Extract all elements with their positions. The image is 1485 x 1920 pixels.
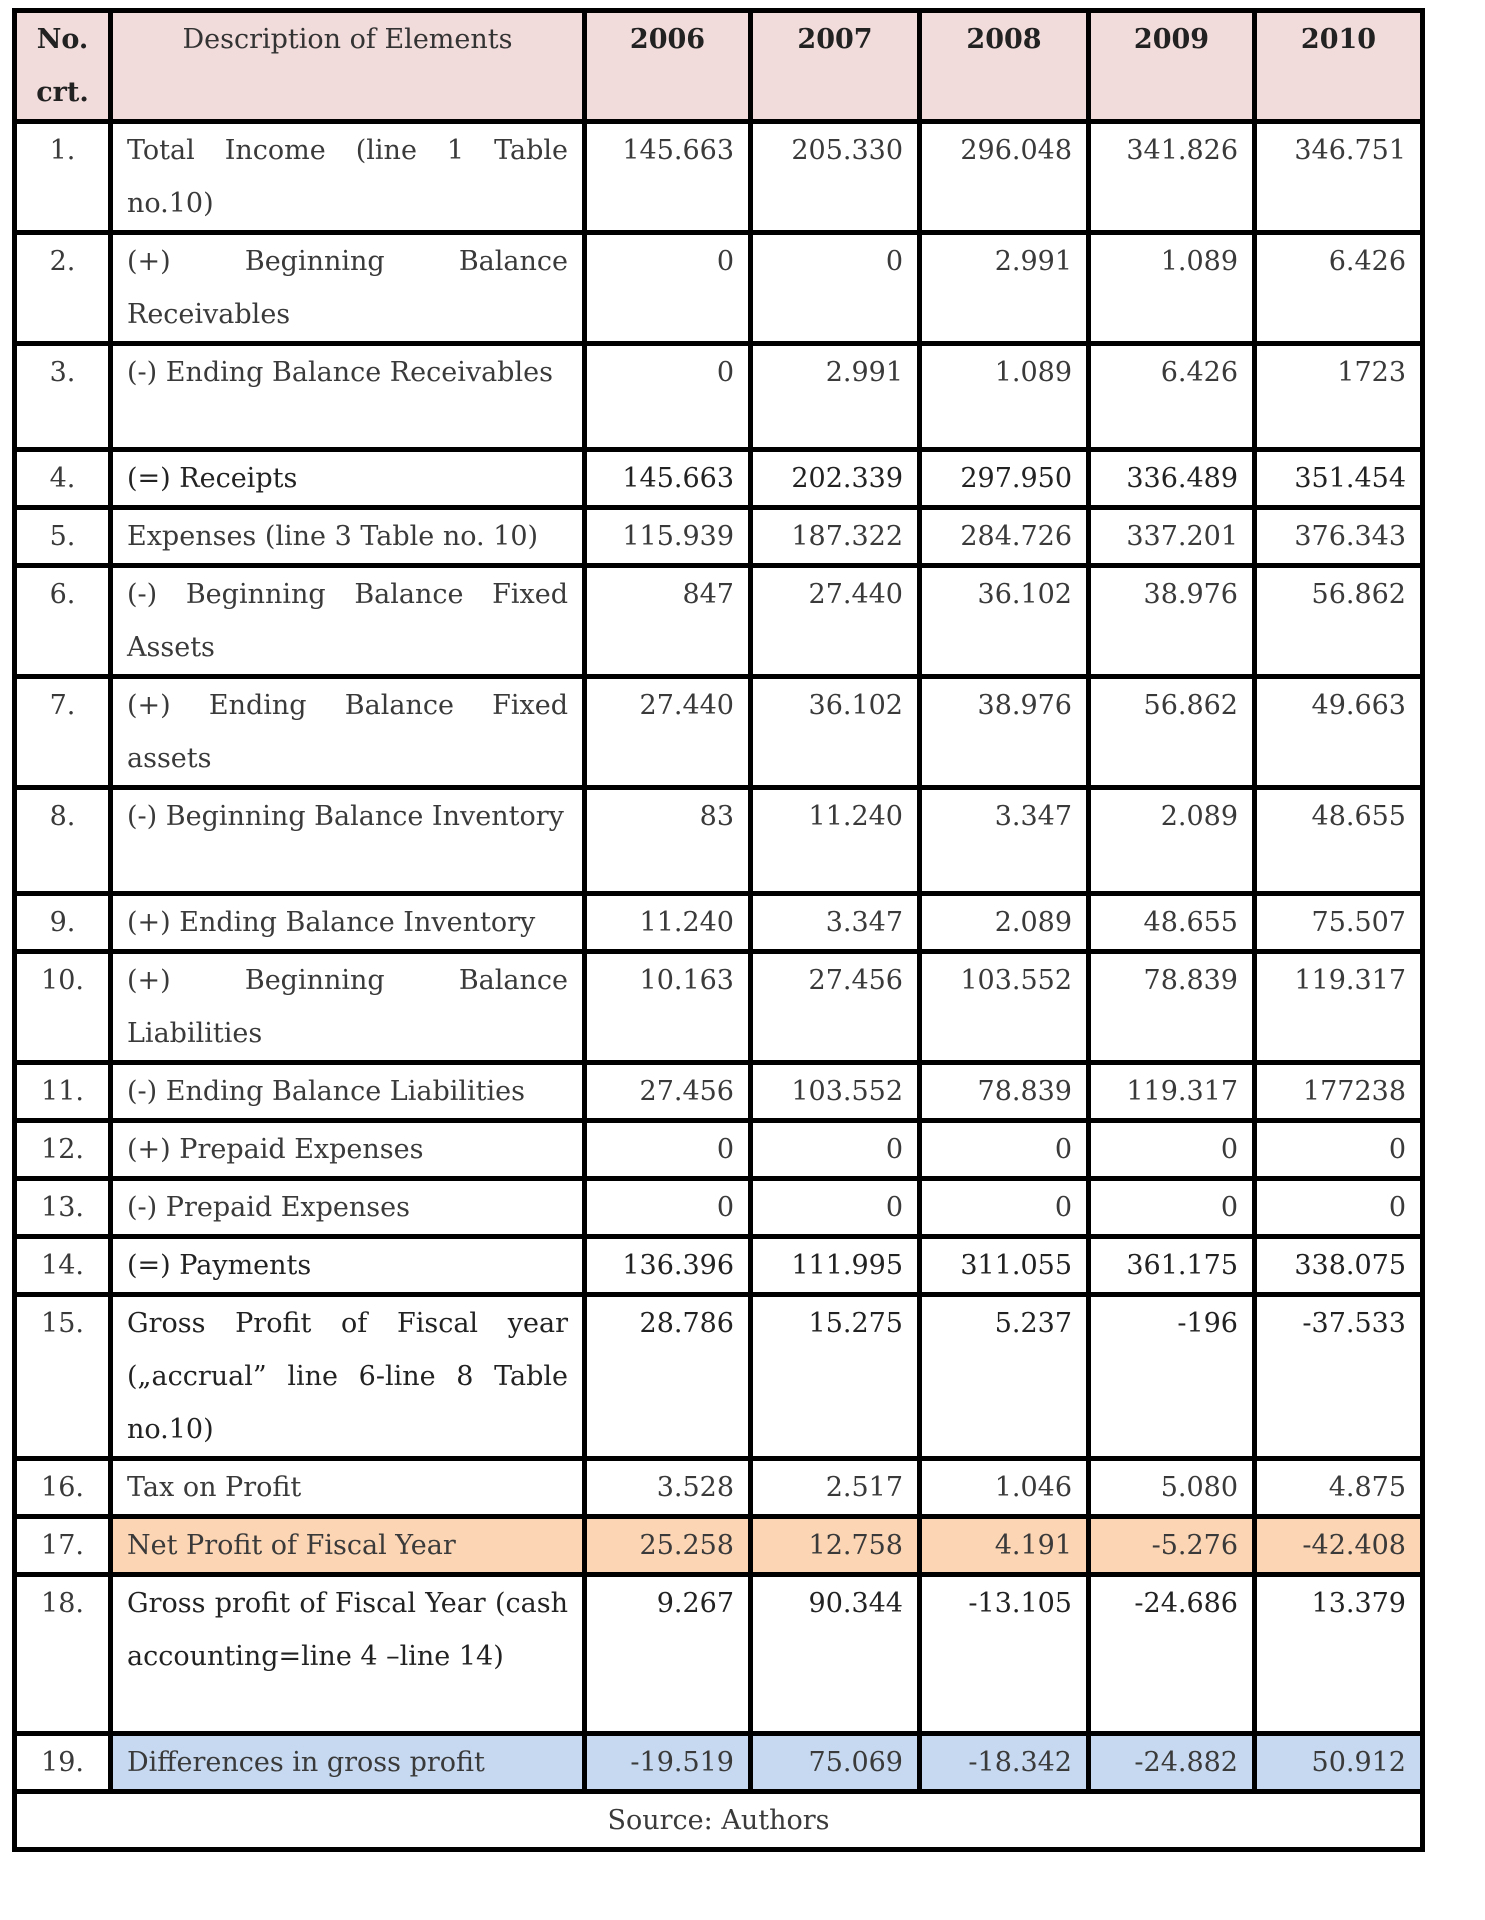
header-year-2010: 2010 — [1255, 11, 1423, 122]
row-description: Gross profit of Fiscal Year (cash accounting=line 4 –line 14) — [111, 1575, 585, 1734]
value-cell-2007: 2.991 — [751, 344, 920, 450]
value-cell-2006: 9.267 — [585, 1575, 751, 1734]
table-row — [15, 1121, 1423, 1179]
value-cell-2008: 0 — [920, 1121, 1089, 1179]
value-cell-2007: 202.339 — [751, 450, 920, 508]
value-cell-2006: 28.786 — [585, 1295, 751, 1459]
row-number: 14. — [15, 1237, 111, 1295]
value-cell-2007: 11.240 — [751, 788, 920, 894]
table-row — [15, 1575, 1423, 1734]
row-description: (-) Ending Balance Liabilities — [111, 1063, 585, 1121]
value-cell-2006: 0 — [585, 344, 751, 450]
value-cell-2008: 78.839 — [920, 1063, 1089, 1121]
value-cell-2008: 2.089 — [920, 894, 1089, 952]
value-cell-2008: 311.055 — [920, 1237, 1089, 1295]
value-cell-2009: -196 — [1089, 1295, 1255, 1459]
value-cell-2010: 49.663 — [1255, 677, 1423, 788]
value-cell-2010: 1723 — [1255, 344, 1423, 450]
row-number: 15. — [15, 1295, 111, 1459]
row-number: 3. — [15, 344, 111, 450]
value-cell-2009: 0 — [1089, 1179, 1255, 1237]
value-cell-2009: 337.201 — [1089, 508, 1255, 566]
table-row — [15, 508, 1423, 566]
header-year-2009: 2009 — [1089, 11, 1255, 122]
value-cell-2008: 1.046 — [920, 1459, 1089, 1517]
table-row — [15, 952, 1423, 1063]
value-cell-2009: 2.089 — [1089, 788, 1255, 894]
value-cell-2008: -13.105 — [920, 1575, 1089, 1734]
value-cell-2009: -24.882 — [1089, 1734, 1255, 1792]
table-row — [15, 1734, 1423, 1792]
row-description: Total Income (line 1 Table no.10) — [111, 122, 585, 233]
row-number: 6. — [15, 566, 111, 677]
header-year-2007: 2007 — [751, 11, 920, 122]
row-description: (+) Beginning Balance Receivables — [111, 233, 585, 344]
value-cell-2008: -18.342 — [920, 1734, 1089, 1792]
value-cell-2006: 145.663 — [585, 450, 751, 508]
value-cell-2006: -19.519 — [585, 1734, 751, 1792]
value-cell-2010: 50.912 — [1255, 1734, 1423, 1792]
value-cell-2006: 0 — [585, 1121, 751, 1179]
value-cell-2007: 205.330 — [751, 122, 920, 233]
row-description: Net Profit of Fiscal Year — [111, 1517, 585, 1575]
source-row — [15, 1792, 1423, 1850]
row-description: (=) Payments — [111, 1237, 585, 1295]
value-cell-2008: 103.552 — [920, 952, 1089, 1063]
row-number: 5. — [15, 508, 111, 566]
value-cell-2008: 2.991 — [920, 233, 1089, 344]
value-cell-2008: 1.089 — [920, 344, 1089, 450]
value-cell-2008: 3.347 — [920, 788, 1089, 894]
row-description: Gross Profit of Fiscal year („accrual” line 6-line 8 Table no.10) — [111, 1295, 585, 1459]
header-year-2006: 2006 — [585, 11, 751, 122]
row-number: 12. — [15, 1121, 111, 1179]
value-cell-2007: 111.995 — [751, 1237, 920, 1295]
value-cell-2007: 0 — [751, 1121, 920, 1179]
value-cell-2007: 187.322 — [751, 508, 920, 566]
value-cell-2010: 346.751 — [1255, 122, 1423, 233]
row-number: 9. — [15, 894, 111, 952]
table-row — [15, 677, 1423, 788]
value-cell-2010: 4.875 — [1255, 1459, 1423, 1517]
row-number: 17. — [15, 1517, 111, 1575]
row-description: (+) Beginning Balance Liabilities — [111, 952, 585, 1063]
value-cell-2009: 336.489 — [1089, 450, 1255, 508]
value-cell-2009: 119.317 — [1089, 1063, 1255, 1121]
value-cell-2008: 4.191 — [920, 1517, 1089, 1575]
row-description: Tax on Profit — [111, 1459, 585, 1517]
value-cell-2009: 6.426 — [1089, 344, 1255, 450]
table-row — [15, 788, 1423, 894]
row-description: Expenses (line 3 Table no. 10) — [111, 508, 585, 566]
value-cell-2006: 10.163 — [585, 952, 751, 1063]
value-cell-2007: 0 — [751, 233, 920, 344]
value-cell-2009: 48.655 — [1089, 894, 1255, 952]
value-cell-2007: 90.344 — [751, 1575, 920, 1734]
value-cell-2009: -5.276 — [1089, 1517, 1255, 1575]
row-description: (-) Beginning Balance Inventory — [111, 788, 585, 894]
value-cell-2006: 27.456 — [585, 1063, 751, 1121]
value-cell-2010: 351.454 — [1255, 450, 1423, 508]
value-cell-2006: 0 — [585, 233, 751, 344]
value-cell-2009: 361.175 — [1089, 1237, 1255, 1295]
row-description: Differences in gross profit — [111, 1734, 585, 1792]
table-row — [15, 1295, 1423, 1459]
row-number: 18. — [15, 1575, 111, 1734]
value-cell-2010: -37.533 — [1255, 1295, 1423, 1459]
table-row — [15, 450, 1423, 508]
value-cell-2009: 341.826 — [1089, 122, 1255, 233]
value-cell-2010: 56.862 — [1255, 566, 1423, 677]
value-cell-2006: 145.663 — [585, 122, 751, 233]
row-number: 1. — [15, 122, 111, 233]
value-cell-2006: 11.240 — [585, 894, 751, 952]
source-note: Source: Authors — [15, 1792, 1423, 1850]
table-row — [15, 233, 1423, 344]
header-description: Description of Elements — [111, 11, 585, 122]
value-cell-2009: 5.080 — [1089, 1459, 1255, 1517]
value-cell-2010: 0 — [1255, 1179, 1423, 1237]
value-cell-2008: 284.726 — [920, 508, 1089, 566]
value-cell-2008: 5.237 — [920, 1295, 1089, 1459]
value-cell-2010: 75.507 — [1255, 894, 1423, 952]
value-cell-2009: 38.976 — [1089, 566, 1255, 677]
value-cell-2007: 75.069 — [751, 1734, 920, 1792]
table-row — [15, 1237, 1423, 1295]
value-cell-2007: 103.552 — [751, 1063, 920, 1121]
row-number: 19. — [15, 1734, 111, 1792]
header-year-2008: 2008 — [920, 11, 1089, 122]
value-cell-2006: 136.396 — [585, 1237, 751, 1295]
row-description: (-) Prepaid Expenses — [111, 1179, 585, 1237]
row-number: 11. — [15, 1063, 111, 1121]
value-cell-2007: 27.456 — [751, 952, 920, 1063]
table-row — [15, 894, 1423, 952]
value-cell-2007: 2.517 — [751, 1459, 920, 1517]
table-row — [15, 566, 1423, 677]
row-number: 4. — [15, 450, 111, 508]
value-cell-2007: 12.758 — [751, 1517, 920, 1575]
value-cell-2010: 119.317 — [1255, 952, 1423, 1063]
value-cell-2010: 338.075 — [1255, 1237, 1423, 1295]
row-number: 16. — [15, 1459, 111, 1517]
row-number: 2. — [15, 233, 111, 344]
value-cell-2009: 56.862 — [1089, 677, 1255, 788]
header-row — [15, 11, 1423, 122]
row-number: 8. — [15, 788, 111, 894]
value-cell-2010: -42.408 — [1255, 1517, 1423, 1575]
row-description: (+) Ending Balance Fixed assets — [111, 677, 585, 788]
value-cell-2008: 0 — [920, 1179, 1089, 1237]
value-cell-2009: 78.839 — [1089, 952, 1255, 1063]
value-cell-2007: 27.440 — [751, 566, 920, 677]
value-cell-2010: 6.426 — [1255, 233, 1423, 344]
value-cell-2006: 0 — [585, 1179, 751, 1237]
value-cell-2006: 847 — [585, 566, 751, 677]
row-number: 7. — [15, 677, 111, 788]
row-description: (=) Receipts — [111, 450, 585, 508]
row-description: (+) Ending Balance Inventory — [111, 894, 585, 952]
value-cell-2010: 0 — [1255, 1121, 1423, 1179]
value-cell-2006: 115.939 — [585, 508, 751, 566]
value-cell-2008: 36.102 — [920, 566, 1089, 677]
value-cell-2008: 38.976 — [920, 677, 1089, 788]
value-cell-2006: 83 — [585, 788, 751, 894]
value-cell-2010: 177238 — [1255, 1063, 1423, 1121]
value-cell-2007: 15.275 — [751, 1295, 920, 1459]
financial-table — [12, 8, 1425, 1852]
row-number: 10. — [15, 952, 111, 1063]
value-cell-2009: 1.089 — [1089, 233, 1255, 344]
value-cell-2007: 0 — [751, 1179, 920, 1237]
header-no: No. crt. — [15, 11, 111, 122]
value-cell-2006: 27.440 — [585, 677, 751, 788]
value-cell-2006: 3.528 — [585, 1459, 751, 1517]
value-cell-2010: 13.379 — [1255, 1575, 1423, 1734]
table-row — [15, 1179, 1423, 1237]
value-cell-2007: 36.102 — [751, 677, 920, 788]
value-cell-2009: 0 — [1089, 1121, 1255, 1179]
table-row — [15, 1517, 1423, 1575]
table-row — [15, 1063, 1423, 1121]
table-row — [15, 122, 1423, 233]
table-row — [15, 344, 1423, 450]
row-description: (-) Ending Balance Receivables — [111, 344, 585, 450]
value-cell-2008: 296.048 — [920, 122, 1089, 233]
value-cell-2010: 48.655 — [1255, 788, 1423, 894]
value-cell-2007: 3.347 — [751, 894, 920, 952]
table-row — [15, 1459, 1423, 1517]
value-cell-2006: 25.258 — [585, 1517, 751, 1575]
value-cell-2009: -24.686 — [1089, 1575, 1255, 1734]
row-description: (+) Prepaid Expenses — [111, 1121, 585, 1179]
value-cell-2010: 376.343 — [1255, 508, 1423, 566]
row-description: (-) Beginning Balance Fixed Assets — [111, 566, 585, 677]
row-number: 13. — [15, 1179, 111, 1237]
value-cell-2008: 297.950 — [920, 450, 1089, 508]
